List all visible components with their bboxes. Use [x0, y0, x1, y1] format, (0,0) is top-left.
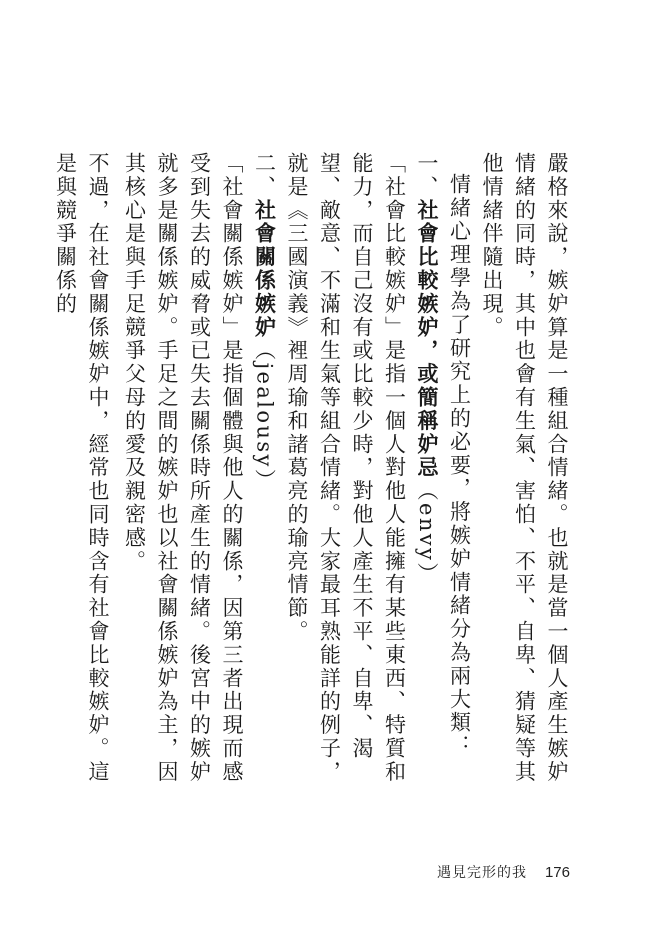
paragraph-however	[49, 152, 114, 802]
paragraph-envy	[281, 152, 411, 802]
paragraph-intro	[476, 152, 574, 802]
paragraph-classification	[443, 152, 476, 802]
heading-envy-title: 社會比較嫉妒，或簡稱妒忌	[415, 198, 440, 480]
paragraph-classification-text: 情緒心理學為了研究上的必要，將嫉妒情緒分為兩大類：	[447, 173, 472, 758]
paragraph-jealousy-text: 「社會關係嫉妒」是指個體與他人的關係，因第三者出現而感受到失去的威脅或已失去關係時所產生的情緒。後宮中的嫉妒就多是關係嫉妒。手足之間的嫉妒也以社會關係嫉妒為主，因其核心是與手足競爭父母的愛及親密感。	[122, 152, 244, 784]
paragraph-however-text: 不過，在社會關係嫉妒中，經常也同時含有社會比較嫉妒。這是與競爭關係的	[53, 152, 110, 784]
heading-jealousy-english: （jealousy）	[252, 339, 277, 493]
paragraph-jealousy	[118, 152, 248, 802]
heading-jealousy	[248, 152, 281, 802]
paragraph-envy-text: 「社會比較嫉妒」是指一個人對他人能擁有某些東西、特質和能力，而自己沒有或比較少時，對他人產生不平、自卑、渴望、敵意、不滿和生氣等組合情緒。大家最耳熟能詳的例子，就是《三國演義》裡周瑜和諸葛亮的瑜亮情節。	[285, 152, 407, 784]
page-footer	[380, 862, 570, 882]
heading-envy-prefix: 一、	[415, 152, 439, 199]
heading-jealousy-prefix: 二、	[252, 152, 277, 199]
page-number: 176	[544, 864, 570, 881]
heading-envy	[411, 152, 444, 802]
heading-jealousy-title: 社會關係嫉妒	[252, 198, 278, 340]
running-title: 遇見完形的我	[436, 865, 527, 881]
heading-envy-english: （envy）	[415, 479, 439, 586]
paragraph-intro-text: 嚴格來說，嫉妒算是一種組合情緒。也就是當一個人產生嫉妒情緒的同時，其中也會有生氣、害怕、不平、自卑、猜疑等其他情緒伴隨出現。	[480, 152, 569, 784]
vertical-body-text	[49, 152, 573, 802]
